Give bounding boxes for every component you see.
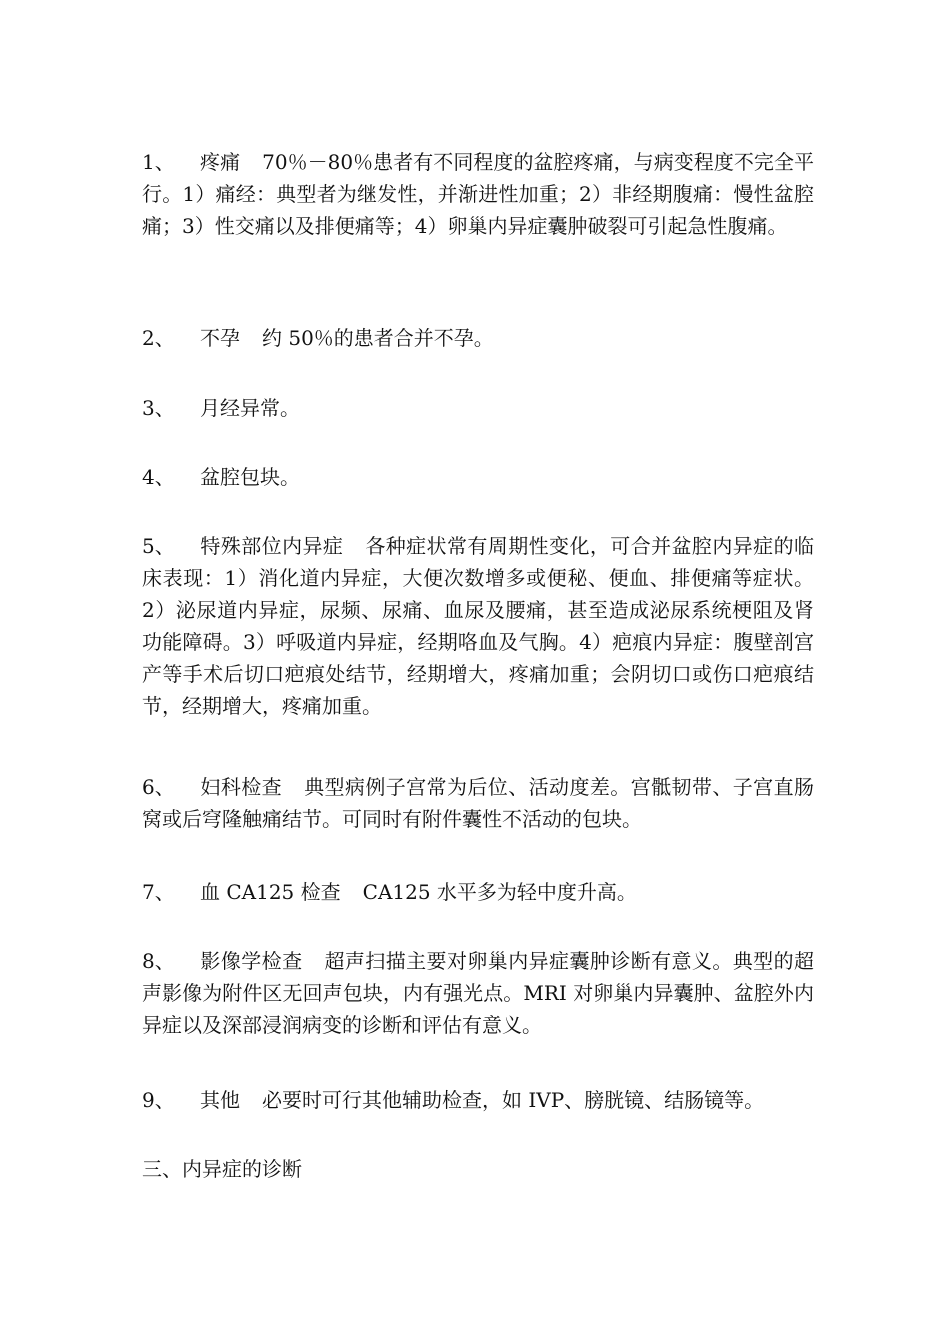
item-text: CA125 水平多为轻中度升高。 [362,880,637,904]
item-heading: 疼痛 [200,150,241,174]
item-text: 典型病例子宫常为后位、活动度差。宫骶韧带、子宫直肠窝或后穹隆触痛结节。可同时有附件囊性不活动的包块。 [142,775,815,831]
item-number: 1、 [142,150,175,174]
list-item-7 [142,876,814,908]
list-item-1 [142,146,814,242]
list-item-5 [142,530,814,722]
item-heading: 血 CA125 检查 [200,880,341,904]
list-item-4 [142,461,814,493]
item-heading: 不孕 [200,326,240,350]
item-text: 70％－80％患者有不同程度的盆腔疼痛，与病变程度不完全平行。1）痛经：典型者为继发性，并渐进性加重；2）非经期腹痛：慢性盆腔痛；3）性交痛以及排便痛等；4）卵巢内异症囊肿破裂可引起急性腹痛。 [142,150,814,238]
item-heading: 月经异常。 [200,396,300,420]
item-number: 6、 [142,775,175,799]
item-heading: 其他 [200,1088,240,1112]
list-item-6 [142,771,814,835]
item-heading: 影像学检查 [200,949,303,973]
list-item-2 [142,322,814,354]
item-number: 8、 [142,949,175,973]
list-item-3 [142,392,814,424]
item-number: 3、 [142,396,175,420]
item-text: 各种症状常有周期性变化，可合并盆腔内异症的临床表现：1）消化道内异症，大便次数增多或便秘、便血、排便痛等症状。2）泌尿道内异症，尿频、尿痛、血尿及腰痛，甚至造成泌尿系统梗阻及肾功能障碍。3）呼吸道内异症，经期咯血及气胸。4）疤痕内异症：腹壁剖宫产等手术后切口疤痕处结节，经期增大，疼痛加重；会阴切口或伤口疤痕结节，经期增大，疼痛加重。 [142,534,815,718]
item-number: 4、 [142,465,175,489]
item-heading: 盆腔包块。 [200,465,300,489]
item-number: 5、 [142,534,175,558]
item-number: 9、 [142,1088,175,1112]
item-text: 必要时可行其他辅助检查，如 IVP、膀胱镜、结肠镜等。 [262,1088,765,1112]
item-number: 2、 [142,326,175,350]
list-item-8 [142,945,814,1041]
item-text: 约 50％的患者合并不孕。 [262,326,494,350]
item-heading: 特殊部位内异症 [200,534,344,558]
item-text: 超声扫描主要对卵巢内异症囊肿诊断有意义。典型的超声影像为附件区无回声包块，内有强光点。MRI 对卵巢内异囊肿、盆腔外内异症以及深部浸润病变的诊断和评估有意义。 [142,949,815,1037]
section-heading: 三、内异症的诊断 [142,1157,302,1181]
item-heading: 妇科检查 [200,775,283,799]
item-number: 7、 [142,880,175,904]
list-item-9 [142,1084,814,1116]
